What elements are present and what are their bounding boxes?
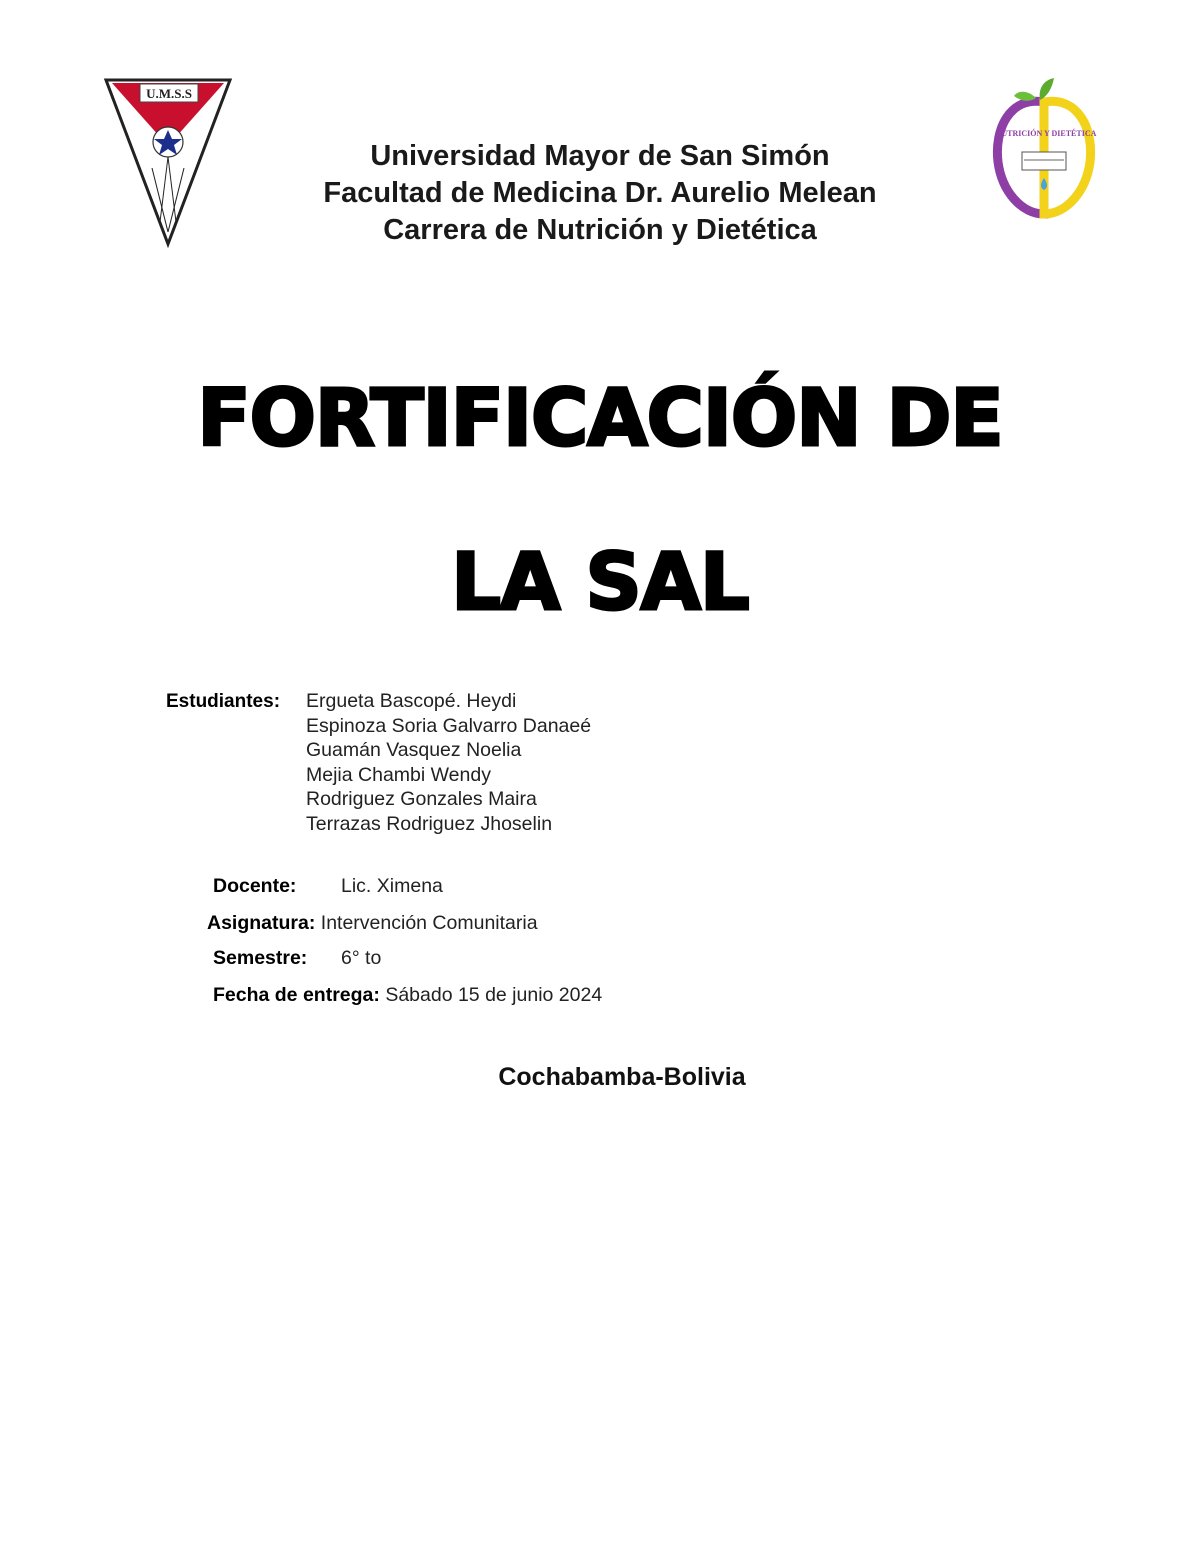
teacher-row	[213, 875, 443, 898]
semester-value: 6° to	[341, 947, 382, 969]
delivery-date-label: Fecha de entrega:	[213, 984, 380, 1006]
student-name: Terrazas Rodriguez Jhoselin	[306, 812, 553, 835]
career-name: Carrera de Nutrición y Dietética	[383, 214, 817, 246]
students-label: Estudiantes:	[166, 691, 281, 712]
subject-label: Asignatura:	[207, 912, 316, 934]
semester-row	[213, 947, 382, 970]
student-name: Rodriguez Gonzales Maira	[306, 788, 537, 811]
student-name: Ergueta Bascopé. Heydi	[306, 690, 517, 712]
document-title-line-2: LA SAL	[451, 538, 749, 628]
nutrition-logo	[988, 74, 1100, 220]
student-name: Guamán Vasquez Noelia	[306, 739, 522, 762]
nutrition-logo-text: NUTRICIÓN Y DIETÉTICA	[995, 129, 1097, 138]
teacher-value: Lic. Ximena	[341, 875, 443, 897]
institution-header	[200, 138, 1000, 249]
umss-logo-text: U.M.S.S	[146, 86, 192, 101]
student-name: Mejia Chambi Wendy	[306, 763, 491, 786]
student-name: Espinoza Soria Galvarro Danaeé	[306, 714, 592, 737]
teacher-label: Docente:	[213, 875, 297, 897]
subject-row	[207, 912, 538, 935]
students-list	[306, 689, 591, 837]
delivery-date-value: Sábado 15 de junio 2024	[385, 984, 603, 1006]
university-name: Universidad Mayor de San Simón	[370, 140, 830, 172]
semester-label: Semestre:	[213, 947, 308, 969]
delivery-date-row	[213, 984, 602, 1007]
document-title-line-1: FORTIFICACIÓN DE	[197, 374, 1003, 464]
faculty-name: Facultad de Medicina Dr. Aurelio Melean	[323, 177, 877, 209]
subject-value: Intervención Comunitaria	[320, 912, 538, 934]
city-footer: Cochabamba-Bolivia	[498, 1063, 746, 1091]
